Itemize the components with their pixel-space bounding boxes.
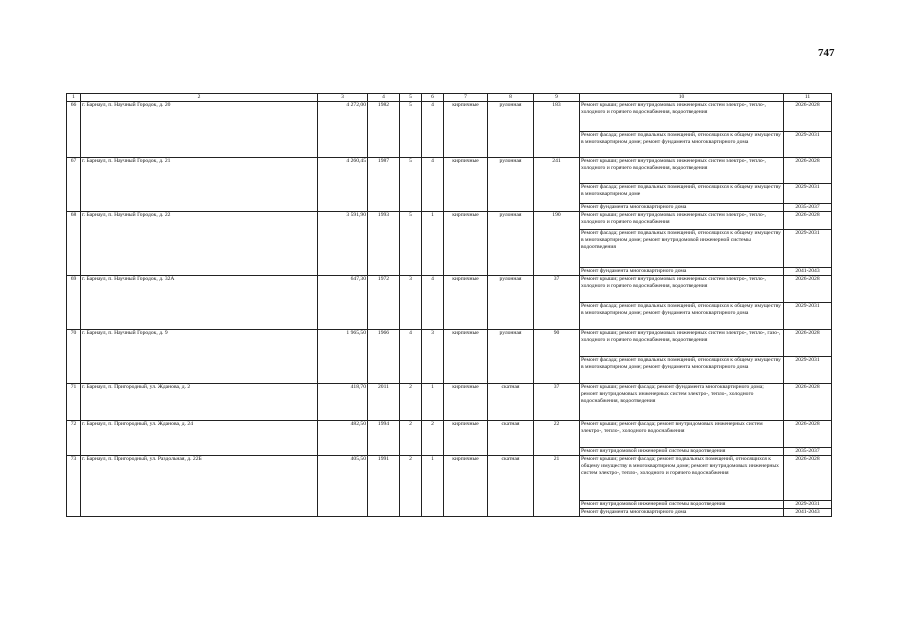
entrances-cell: 1 [422, 383, 444, 420]
wall-material-cell: кирпичные [444, 420, 488, 455]
column-header: 11 [784, 94, 832, 102]
floors-cell: 4 [400, 329, 422, 383]
repair-period-cell: 2026-2028 [784, 455, 832, 500]
repair-works-cell: Ремонт крыши; ремонт фасада; ремонт фундамента многоквартирного дома; ремонт внутридомовых инженерных систем электро-, тепло-, холодного водоснабжения, водоотведения [580, 383, 784, 420]
floors-cell: 5 [400, 101, 422, 157]
repair-period-cell: 2029-2031 [784, 500, 832, 508]
address-cell: г. Барнаул, п. Научный Городок, д. 32А [81, 275, 318, 329]
roof-type-cell: скатная [488, 420, 534, 455]
floors-cell: 5 [400, 157, 422, 211]
roof-type-cell: скатная [488, 383, 534, 420]
repair-works-cell: Ремонт крыши; ремонт внутридомовых инженерных систем электро-, тепло-, холодного и горячего водоснабжения [580, 211, 784, 229]
table-row [67, 157, 832, 183]
repair-works-cell: Ремонт крыши; ремонт фасада; ремонт подвальных помещений, относящихся к общему имуществу в многоквартирном доме; ремонт внутридомовых инженерных систем электро-, тепло-, холодного и горячего водоснабжения [580, 455, 784, 500]
address-cell: г. Барнаул, п. Научный Городок, д. 21 [81, 157, 318, 211]
table-row [67, 329, 832, 356]
repair-period-cell: 2026-2028 [784, 329, 832, 356]
repair-works-cell: Ремонт крыши; ремонт внутридомовых инженерных систем электро-, тепло-, холодного и горячего водоснабжения, водоотведения [580, 275, 784, 302]
column-header: 3 [318, 94, 368, 102]
column-number-row [67, 94, 832, 102]
floors-cell: 2 [400, 455, 422, 516]
wall-material-cell: кирпичные [444, 275, 488, 329]
table-row [67, 383, 832, 420]
repair-works-cell: Ремонт фасада; ремонт подвальных помещений, относящихся к общему имуществу в многоквартирном доме; ремонт фундамента многоквартирного дома [580, 131, 784, 157]
floors-cell: 5 [400, 211, 422, 275]
address-cell: г. Барнаул, п. Пригородный, ул. Раздольная, д. 22Б [81, 455, 318, 516]
repair-period-cell: 2029-2031 [784, 356, 832, 383]
area-cell: 482,50 [318, 420, 368, 455]
address-cell: г. Барнаул, п. Научный Городок, д. 20 [81, 101, 318, 157]
repair-works-cell: Ремонт крыши; ремонт внутридомовых инженерных систем электро-, тепло-, холодного и горячего водоснабжения, водоотведения [580, 101, 784, 131]
row-number: 73 [67, 455, 81, 516]
table-row [67, 455, 832, 500]
area-cell: 405,50 [318, 455, 368, 516]
column-header: 7 [444, 94, 488, 102]
column-header: 9 [534, 94, 580, 102]
repair-works-cell: Ремонт крыши; ремонт внутридомовых инженерных систем электро-, тепло-, газо-, холодного и горячего водоснабжения, водоотведения [580, 329, 784, 356]
repair-period-cell: 2035-2037 [784, 447, 832, 455]
wall-material-cell: кирпичные [444, 455, 488, 516]
wall-material-cell: кирпичные [444, 157, 488, 211]
table-row [67, 420, 832, 447]
residents-cell: 90 [534, 329, 580, 383]
floors-cell: 3 [400, 275, 422, 329]
table-body [67, 94, 832, 517]
address-cell: г. Барнаул, п. Пригородный, ул. Жданова, д. 24 [81, 420, 318, 455]
roof-type-cell: рулонная [488, 329, 534, 383]
repair-period-cell: 2026-2028 [784, 383, 832, 420]
column-header: 8 [488, 94, 534, 102]
repair-period-cell: 2026-2028 [784, 157, 832, 183]
repair-period-cell: 2026-2028 [784, 420, 832, 447]
wall-material-cell: кирпичные [444, 211, 488, 275]
entrances-cell: 1 [422, 455, 444, 516]
year-cell: 1982 [368, 101, 400, 157]
repair-works-cell: Ремонт фасада; ремонт подвальных помещений, относящихся к общему имуществу в многоквартирном доме [580, 183, 784, 203]
entrances-cell: 2 [422, 420, 444, 455]
address-cell: г. Барнаул, п. Пригородный, ул. Жданова, д. 2 [81, 383, 318, 420]
roof-type-cell: рулонная [488, 101, 534, 157]
year-cell: 1987 [368, 157, 400, 211]
repair-period-cell: 2029-2031 [784, 131, 832, 157]
area-cell: 647,30 [318, 275, 368, 329]
repair-period-cell: 2026-2028 [784, 275, 832, 302]
repair-period-cell: 2029-2031 [784, 183, 832, 203]
roof-type-cell: скатная [488, 455, 534, 516]
row-number: 69 [67, 275, 81, 329]
entrances-cell: 4 [422, 157, 444, 211]
wall-material-cell: кирпичные [444, 383, 488, 420]
table-row [67, 101, 832, 131]
area-cell: 418,70 [318, 383, 368, 420]
repair-works-cell: Ремонт фундамента многоквартирного дома [580, 267, 784, 275]
area-cell: 4 260,45 [318, 157, 368, 211]
address-cell: г. Барнаул, п. Научный Городок, д. 9 [81, 329, 318, 383]
column-header: 1 [67, 94, 81, 102]
roof-type-cell: рулонная [488, 211, 534, 275]
housing-repair-table [66, 93, 832, 517]
entrances-cell: 4 [422, 275, 444, 329]
repair-works-cell: Ремонт внутридомовой инженерной системы водоотведения [580, 447, 784, 455]
repair-period-cell: 2026-2028 [784, 211, 832, 229]
repair-period-cell: 2029-2031 [784, 229, 832, 267]
year-cell: 2011 [368, 383, 400, 420]
row-number: 71 [67, 383, 81, 420]
repair-works-cell: Ремонт крыши; ремонт внутридомовых инженерных систем электро-, тепло-, холодного и горячего водоснабжения, водоотведения [580, 157, 784, 183]
year-cell: 1972 [368, 275, 400, 329]
page-number: 747 [818, 47, 835, 59]
table-row [67, 211, 832, 229]
wall-material-cell: кирпичные [444, 329, 488, 383]
area-cell: 3 591,90 [318, 211, 368, 275]
repair-works-cell: Ремонт фундамента многоквартирного дома [580, 508, 784, 516]
entrances-cell: 1 [422, 211, 444, 275]
year-cell: 1994 [368, 420, 400, 455]
column-header: 6 [422, 94, 444, 102]
column-header: 5 [400, 94, 422, 102]
residents-cell: 21 [534, 455, 580, 516]
year-cell: 1993 [368, 211, 400, 275]
row-number: 68 [67, 211, 81, 275]
residents-cell: 183 [534, 101, 580, 157]
entrances-cell: 3 [422, 329, 444, 383]
floors-cell: 2 [400, 420, 422, 455]
repair-works-cell: Ремонт фасада; ремонт подвальных помещений, относящихся к общему имуществу в многоквартирном доме; ремонт фундамента многоквартирного дома [580, 302, 784, 329]
year-cell: 1966 [368, 329, 400, 383]
year-cell: 1991 [368, 455, 400, 516]
wall-material-cell: кирпичные [444, 101, 488, 157]
table-row [67, 275, 832, 302]
repair-period-cell: 2026-2028 [784, 101, 832, 131]
repair-works-cell: Ремонт фасада; ремонт подвальных помещений, относящихся к общему имуществу в многоквартирном доме; ремонт фундамента многоквартирного дома [580, 356, 784, 383]
repair-works-cell: Ремонт внутридомовой инженерной системы водоотведения [580, 500, 784, 508]
row-number: 72 [67, 420, 81, 455]
row-number: 70 [67, 329, 81, 383]
repair-period-cell: 2041-2043 [784, 508, 832, 516]
address-cell: г. Барнаул, п. Научный Городок, д. 22 [81, 211, 318, 275]
repair-period-cell: 2041-2043 [784, 267, 832, 275]
repair-period-cell: 2029-2031 [784, 302, 832, 329]
residents-cell: 241 [534, 157, 580, 211]
floors-cell: 2 [400, 383, 422, 420]
repair-works-cell: Ремонт фундамента многоквартирного дома [580, 203, 784, 211]
repair-works-cell: Ремонт фасада; ремонт подвальных помещений, относящихся к общему имуществу в многоквартирном доме; ремонт внутридомовой инженерной системы водоотведения [580, 229, 784, 267]
column-header: 4 [368, 94, 400, 102]
roof-type-cell: рулонная [488, 157, 534, 211]
residents-cell: 37 [534, 275, 580, 329]
row-number: 66 [67, 101, 81, 157]
entrances-cell: 4 [422, 101, 444, 157]
residents-cell: 190 [534, 211, 580, 275]
area-cell: 4 272,00 [318, 101, 368, 157]
roof-type-cell: рулонная [488, 275, 534, 329]
column-header: 10 [580, 94, 784, 102]
row-number: 67 [67, 157, 81, 211]
area-cell: 1 965,50 [318, 329, 368, 383]
column-header: 2 [81, 94, 318, 102]
residents-cell: 22 [534, 420, 580, 455]
residents-cell: 37 [534, 383, 580, 420]
repair-period-cell: 2035-2037 [784, 203, 832, 211]
repair-works-cell: Ремонт крыши; ремонт фасада; ремонт внутридомовых инженерных систем электро-, тепло-, холодного водоснабжения [580, 420, 784, 447]
